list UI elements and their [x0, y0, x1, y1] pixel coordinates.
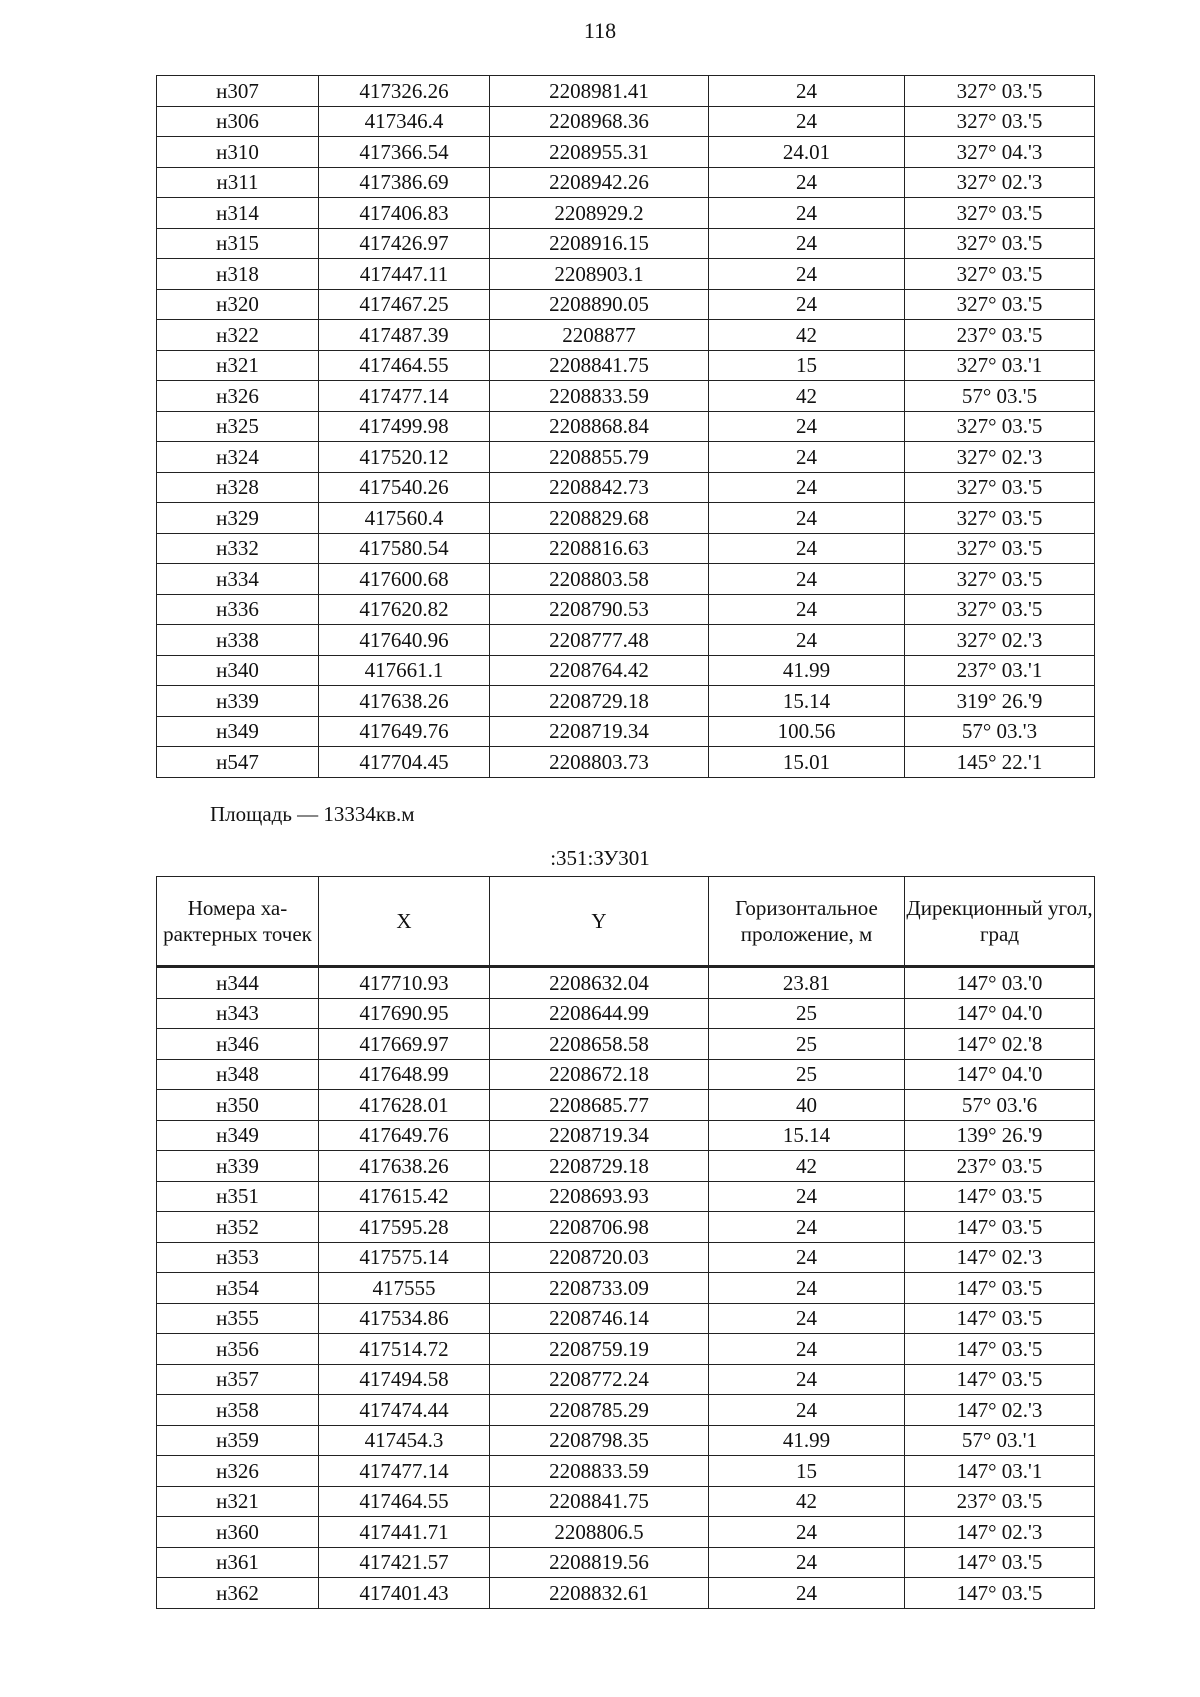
- y-cell: 2208942.26: [490, 167, 709, 198]
- header-direction-angle: Дирекционный угол, град: [905, 877, 1095, 967]
- angle-cell: 147° 03.'0: [905, 967, 1095, 999]
- y-cell: 2208790.53: [490, 594, 709, 625]
- y-cell: 2208842.73: [490, 472, 709, 503]
- y-cell: 2208803.58: [490, 564, 709, 595]
- x-cell: 417514.72: [319, 1334, 490, 1365]
- distance-cell: 25: [709, 998, 905, 1029]
- table-row: [157, 167, 1095, 198]
- angle-cell: 327° 03.'5: [905, 228, 1095, 259]
- y-cell: 2208806.5: [490, 1517, 709, 1548]
- x-cell: 417499.98: [319, 411, 490, 442]
- angle-cell: 327° 03.'5: [905, 259, 1095, 290]
- distance-cell: 24: [709, 411, 905, 442]
- x-cell: 417690.95: [319, 998, 490, 1029]
- table-row: [157, 1120, 1095, 1151]
- point-number-cell: н344: [157, 967, 319, 999]
- x-cell: 417426.97: [319, 228, 490, 259]
- angle-cell: 147° 03.'5: [905, 1181, 1095, 1212]
- point-number-cell: н338: [157, 625, 319, 656]
- point-number-cell: н310: [157, 137, 319, 168]
- point-number-cell: н352: [157, 1212, 319, 1243]
- table-row: [157, 655, 1095, 686]
- page-number: 118: [583, 18, 617, 43]
- point-number-cell: н329: [157, 503, 319, 534]
- y-cell: 2208733.09: [490, 1273, 709, 1304]
- distance-cell: 24: [709, 625, 905, 656]
- angle-cell: 327° 02.'3: [905, 625, 1095, 656]
- distance-cell: 24: [709, 1273, 905, 1304]
- distance-cell: 24: [709, 1364, 905, 1395]
- x-cell: 417555: [319, 1273, 490, 1304]
- angle-cell: 57° 03.'6: [905, 1090, 1095, 1121]
- angle-cell: 147° 02.'3: [905, 1395, 1095, 1426]
- x-cell: 417326.26: [319, 76, 490, 107]
- x-cell: 417638.26: [319, 686, 490, 717]
- angle-cell: 57° 03.'5: [905, 381, 1095, 412]
- distance-cell: 15: [709, 350, 905, 381]
- x-cell: 417366.54: [319, 137, 490, 168]
- table-row: [157, 564, 1095, 595]
- y-cell: 2208693.93: [490, 1181, 709, 1212]
- y-cell: 2208981.41: [490, 76, 709, 107]
- y-cell: 2208955.31: [490, 137, 709, 168]
- parcel-title: :351:ЗУ301: [550, 846, 650, 870]
- table-row: [157, 1334, 1095, 1365]
- distance-cell: 24: [709, 198, 905, 229]
- point-number-cell: н547: [157, 747, 319, 778]
- y-cell: 2208759.19: [490, 1334, 709, 1365]
- distance-cell: 24: [709, 1242, 905, 1273]
- distance-cell: 24: [709, 76, 905, 107]
- header-point-numbers: Номера ха-рактерных точек: [157, 877, 319, 967]
- coordinates-table-continued: [156, 75, 1095, 778]
- x-cell: 417406.83: [319, 198, 490, 229]
- point-number-cell: н362: [157, 1578, 319, 1609]
- distance-cell: 24: [709, 1578, 905, 1609]
- point-number-cell: н306: [157, 106, 319, 137]
- table-row: [157, 472, 1095, 503]
- table-row: [157, 1456, 1095, 1487]
- distance-cell: 42: [709, 1151, 905, 1182]
- distance-cell: 24: [709, 1181, 905, 1212]
- table-row: [157, 442, 1095, 473]
- table-row: [157, 1395, 1095, 1426]
- angle-cell: 145° 22.'1: [905, 747, 1095, 778]
- coordinates-table-body: [157, 76, 1095, 778]
- angle-cell: 147° 02.'3: [905, 1517, 1095, 1548]
- angle-cell: 327° 04.'3: [905, 137, 1095, 168]
- distance-cell: 15: [709, 1456, 905, 1487]
- table-row: [157, 1425, 1095, 1456]
- y-cell: 2208632.04: [490, 967, 709, 999]
- x-cell: 417595.28: [319, 1212, 490, 1243]
- y-cell: 2208929.2: [490, 198, 709, 229]
- table-row: [157, 1181, 1095, 1212]
- point-number-cell: н334: [157, 564, 319, 595]
- table-row: [157, 106, 1095, 137]
- angle-cell: 327° 03.'5: [905, 533, 1095, 564]
- distance-cell: 24: [709, 503, 905, 534]
- y-cell: 2208855.79: [490, 442, 709, 473]
- point-number-cell: н320: [157, 289, 319, 320]
- point-number-cell: н314: [157, 198, 319, 229]
- x-cell: 417648.99: [319, 1059, 490, 1090]
- y-cell: 2208877: [490, 320, 709, 351]
- point-number-cell: н358: [157, 1395, 319, 1426]
- angle-cell: 327° 03.'5: [905, 594, 1095, 625]
- x-cell: 417649.76: [319, 1120, 490, 1151]
- y-cell: 2208719.34: [490, 716, 709, 747]
- table-row: [157, 747, 1095, 778]
- x-cell: 417386.69: [319, 167, 490, 198]
- table-row: [157, 503, 1095, 534]
- point-number-cell: н356: [157, 1334, 319, 1365]
- table-row: [157, 350, 1095, 381]
- y-cell: 2208720.03: [490, 1242, 709, 1273]
- y-cell: 2208777.48: [490, 625, 709, 656]
- distance-cell: 24: [709, 1395, 905, 1426]
- distance-cell: 25: [709, 1059, 905, 1090]
- angle-cell: 147° 03.'5: [905, 1578, 1095, 1609]
- distance-cell: 24: [709, 289, 905, 320]
- angle-cell: 327° 03.'5: [905, 106, 1095, 137]
- point-number-cell: н343: [157, 998, 319, 1029]
- x-cell: 417600.68: [319, 564, 490, 595]
- distance-cell: 41.99: [709, 1425, 905, 1456]
- table-row: [157, 320, 1095, 351]
- x-cell: 417638.26: [319, 1151, 490, 1182]
- x-cell: 417421.57: [319, 1547, 490, 1578]
- point-number-cell: н354: [157, 1273, 319, 1304]
- table-row: [157, 411, 1095, 442]
- angle-cell: 327° 03.'5: [905, 564, 1095, 595]
- y-cell: 2208706.98: [490, 1212, 709, 1243]
- table-row: [157, 1242, 1095, 1273]
- distance-cell: 24: [709, 259, 905, 290]
- angle-cell: 147° 03.'5: [905, 1547, 1095, 1578]
- x-cell: 417649.76: [319, 716, 490, 747]
- table-row: [157, 1151, 1095, 1182]
- point-number-cell: н351: [157, 1181, 319, 1212]
- x-cell: 417628.01: [319, 1090, 490, 1121]
- y-cell: 2208672.18: [490, 1059, 709, 1090]
- point-number-cell: н332: [157, 533, 319, 564]
- angle-cell: 327° 03.'5: [905, 198, 1095, 229]
- y-cell: 2208644.99: [490, 998, 709, 1029]
- point-number-cell: н360: [157, 1517, 319, 1548]
- angle-cell: 327° 02.'3: [905, 167, 1095, 198]
- x-cell: 417661.1: [319, 655, 490, 686]
- angle-cell: 57° 03.'3: [905, 716, 1095, 747]
- point-number-cell: н350: [157, 1090, 319, 1121]
- y-cell: 2208903.1: [490, 259, 709, 290]
- angle-cell: 327° 03.'5: [905, 472, 1095, 503]
- x-cell: 417474.44: [319, 1395, 490, 1426]
- angle-cell: 237° 03.'5: [905, 320, 1095, 351]
- angle-cell: 327° 02.'3: [905, 442, 1095, 473]
- distance-cell: 23.81: [709, 967, 905, 999]
- distance-cell: 15.14: [709, 1120, 905, 1151]
- table-header-row: [157, 877, 1095, 967]
- angle-cell: 327° 03.'1: [905, 350, 1095, 381]
- y-cell: 2208785.29: [490, 1395, 709, 1426]
- x-cell: 417346.4: [319, 106, 490, 137]
- angle-cell: 237° 03.'5: [905, 1151, 1095, 1182]
- distance-cell: 15.14: [709, 686, 905, 717]
- x-cell: 417477.14: [319, 1456, 490, 1487]
- table-row: [157, 259, 1095, 290]
- angle-cell: 147° 03.'5: [905, 1273, 1095, 1304]
- distance-cell: 15.01: [709, 747, 905, 778]
- point-number-cell: н326: [157, 381, 319, 412]
- x-cell: 417441.71: [319, 1517, 490, 1548]
- x-cell: 417615.42: [319, 1181, 490, 1212]
- point-number-cell: н357: [157, 1364, 319, 1395]
- angle-cell: 327° 03.'5: [905, 503, 1095, 534]
- table-row: [157, 289, 1095, 320]
- y-cell: 2208772.24: [490, 1364, 709, 1395]
- table-row: [157, 381, 1095, 412]
- coordinates-table-body: [157, 967, 1095, 1609]
- y-cell: 2208968.36: [490, 106, 709, 137]
- point-number-cell: н359: [157, 1425, 319, 1456]
- angle-cell: 147° 02.'3: [905, 1242, 1095, 1273]
- y-cell: 2208916.15: [490, 228, 709, 259]
- distance-cell: 41.99: [709, 655, 905, 686]
- point-number-cell: н340: [157, 655, 319, 686]
- x-cell: 417520.12: [319, 442, 490, 473]
- x-cell: 417704.45: [319, 747, 490, 778]
- table-row: [157, 1090, 1095, 1121]
- point-number-cell: н325: [157, 411, 319, 442]
- header-x: X: [319, 877, 490, 967]
- point-number-cell: н322: [157, 320, 319, 351]
- distance-cell: 42: [709, 320, 905, 351]
- distance-cell: 24: [709, 442, 905, 473]
- y-cell: 2208832.61: [490, 1578, 709, 1609]
- angle-cell: 139° 26.'9: [905, 1120, 1095, 1151]
- x-cell: 417575.14: [319, 1242, 490, 1273]
- distance-cell: 24.01: [709, 137, 905, 168]
- x-cell: 417640.96: [319, 625, 490, 656]
- header-y: Y: [490, 877, 709, 967]
- distance-cell: 24: [709, 1303, 905, 1334]
- table-row: [157, 967, 1095, 999]
- table-row: [157, 1364, 1095, 1395]
- angle-cell: 147° 03.'5: [905, 1334, 1095, 1365]
- point-number-cell: н324: [157, 442, 319, 473]
- distance-cell: 24: [709, 564, 905, 595]
- y-cell: 2208729.18: [490, 686, 709, 717]
- x-cell: 417710.93: [319, 967, 490, 999]
- angle-cell: 237° 03.'1: [905, 655, 1095, 686]
- distance-cell: 24: [709, 167, 905, 198]
- y-cell: 2208816.63: [490, 533, 709, 564]
- y-cell: 2208746.14: [490, 1303, 709, 1334]
- point-number-cell: н349: [157, 716, 319, 747]
- distance-cell: 24: [709, 1517, 905, 1548]
- y-cell: 2208833.59: [490, 381, 709, 412]
- x-cell: 417669.97: [319, 1029, 490, 1060]
- angle-cell: 147° 02.'8: [905, 1029, 1095, 1060]
- distance-cell: 24: [709, 1334, 905, 1365]
- x-cell: 417580.54: [319, 533, 490, 564]
- angle-cell: 147° 04.'0: [905, 1059, 1095, 1090]
- point-number-cell: н321: [157, 1486, 319, 1517]
- angle-cell: 327° 03.'5: [905, 411, 1095, 442]
- table-row: [157, 1059, 1095, 1090]
- table-row: [157, 198, 1095, 229]
- y-cell: 2208819.56: [490, 1547, 709, 1578]
- table-row: [157, 1578, 1095, 1609]
- angle-cell: 237° 03.'5: [905, 1486, 1095, 1517]
- table-row: [157, 625, 1095, 656]
- table-row: [157, 1517, 1095, 1548]
- table-row: [157, 137, 1095, 168]
- point-number-cell: н315: [157, 228, 319, 259]
- y-cell: 2208829.68: [490, 503, 709, 534]
- y-cell: 2208841.75: [490, 1486, 709, 1517]
- x-cell: 417464.55: [319, 350, 490, 381]
- distance-cell: 100.56: [709, 716, 905, 747]
- angle-cell: 147° 03.'1: [905, 1456, 1095, 1487]
- x-cell: 417487.39: [319, 320, 490, 351]
- angle-cell: 327° 03.'5: [905, 76, 1095, 107]
- table-row: [157, 998, 1095, 1029]
- x-cell: 417540.26: [319, 472, 490, 503]
- x-cell: 417620.82: [319, 594, 490, 625]
- table-row: [157, 1486, 1095, 1517]
- header-horizontal-distance: Горизонтальное проложение, м: [709, 877, 905, 967]
- table-row: [157, 686, 1095, 717]
- distance-cell: 24: [709, 1547, 905, 1578]
- angle-cell: 147° 03.'5: [905, 1212, 1095, 1243]
- point-number-cell: н349: [157, 1120, 319, 1151]
- distance-cell: 24: [709, 594, 905, 625]
- coordinates-table-parcel: [156, 876, 1095, 1609]
- point-number-cell: н311: [157, 167, 319, 198]
- table-row: [157, 1303, 1095, 1334]
- y-cell: 2208719.34: [490, 1120, 709, 1151]
- y-cell: 2208764.42: [490, 655, 709, 686]
- table-row: [157, 1212, 1095, 1243]
- distance-cell: 40: [709, 1090, 905, 1121]
- y-cell: 2208658.58: [490, 1029, 709, 1060]
- point-number-cell: н307: [157, 76, 319, 107]
- table-row: [157, 1547, 1095, 1578]
- angle-cell: 147° 03.'5: [905, 1364, 1095, 1395]
- table-row: [157, 1029, 1095, 1060]
- y-cell: 2208841.75: [490, 350, 709, 381]
- point-number-cell: н361: [157, 1547, 319, 1578]
- angle-cell: 319° 26.'9: [905, 686, 1095, 717]
- angle-cell: 327° 03.'5: [905, 289, 1095, 320]
- point-number-cell: н321: [157, 350, 319, 381]
- distance-cell: 24: [709, 228, 905, 259]
- table-row: [157, 594, 1095, 625]
- point-number-cell: н348: [157, 1059, 319, 1090]
- y-cell: 2208798.35: [490, 1425, 709, 1456]
- y-cell: 2208868.84: [490, 411, 709, 442]
- distance-cell: 42: [709, 381, 905, 412]
- point-number-cell: н339: [157, 686, 319, 717]
- table-row: [157, 533, 1095, 564]
- distance-cell: 24: [709, 472, 905, 503]
- x-cell: 417494.58: [319, 1364, 490, 1395]
- angle-cell: 147° 03.'5: [905, 1303, 1095, 1334]
- y-cell: 2208890.05: [490, 289, 709, 320]
- point-number-cell: н328: [157, 472, 319, 503]
- x-cell: 417464.55: [319, 1486, 490, 1517]
- table-row: [157, 716, 1095, 747]
- y-cell: 2208833.59: [490, 1456, 709, 1487]
- angle-cell: 147° 04.'0: [905, 998, 1095, 1029]
- y-cell: 2208685.77: [490, 1090, 709, 1121]
- x-cell: 417477.14: [319, 381, 490, 412]
- table-row: [157, 76, 1095, 107]
- table-row: [157, 1273, 1095, 1304]
- x-cell: 417454.3: [319, 1425, 490, 1456]
- distance-cell: 42: [709, 1486, 905, 1517]
- point-number-cell: н318: [157, 259, 319, 290]
- y-cell: 2208729.18: [490, 1151, 709, 1182]
- angle-cell: 57° 03.'1: [905, 1425, 1095, 1456]
- point-number-cell: н346: [157, 1029, 319, 1060]
- point-number-cell: н339: [157, 1151, 319, 1182]
- distance-cell: 25: [709, 1029, 905, 1060]
- distance-cell: 24: [709, 106, 905, 137]
- distance-cell: 24: [709, 1212, 905, 1243]
- x-cell: 417401.43: [319, 1578, 490, 1609]
- area-note: Площадь — 13334кв.м: [210, 802, 415, 826]
- distance-cell: 24: [709, 533, 905, 564]
- y-cell: 2208803.73: [490, 747, 709, 778]
- point-number-cell: н355: [157, 1303, 319, 1334]
- point-number-cell: н336: [157, 594, 319, 625]
- x-cell: 417560.4: [319, 503, 490, 534]
- x-cell: 417534.86: [319, 1303, 490, 1334]
- x-cell: 417467.25: [319, 289, 490, 320]
- point-number-cell: н353: [157, 1242, 319, 1273]
- table-row: [157, 228, 1095, 259]
- x-cell: 417447.11: [319, 259, 490, 290]
- point-number-cell: н326: [157, 1456, 319, 1487]
